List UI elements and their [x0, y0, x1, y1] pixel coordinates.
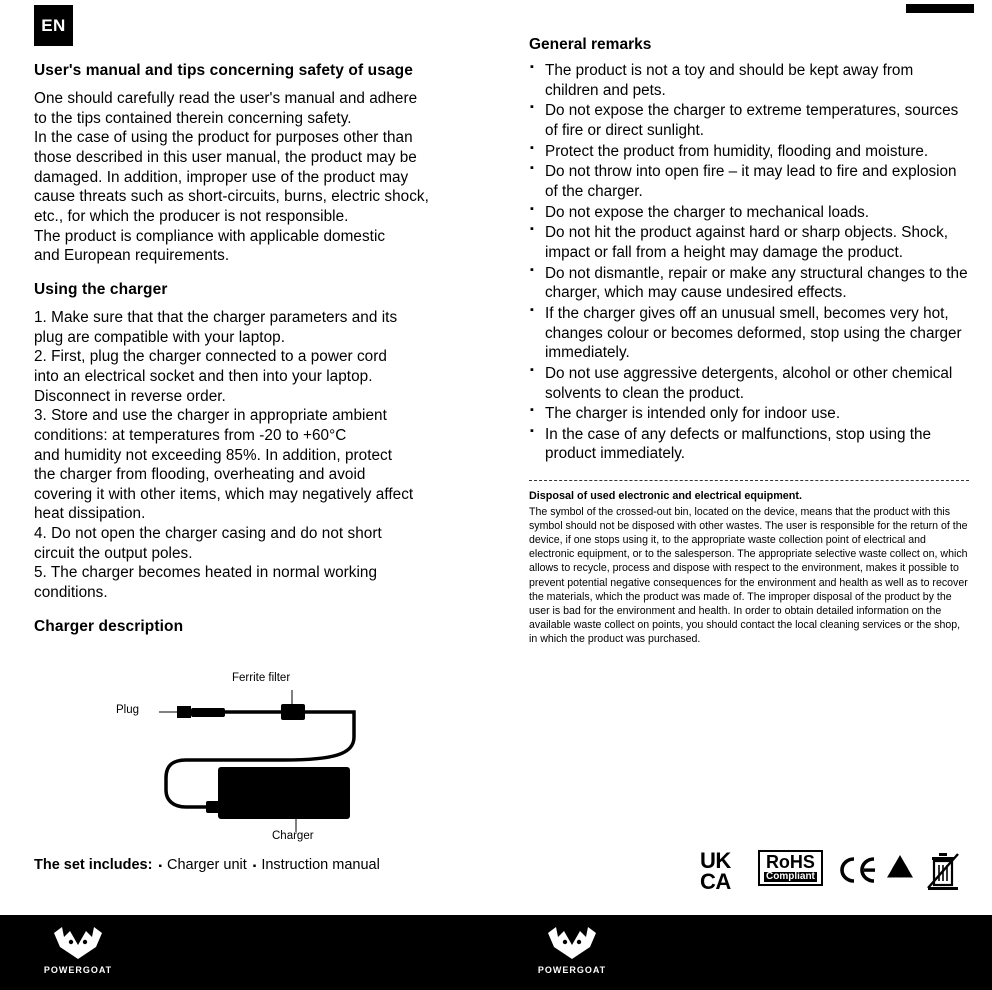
manual-title: User's manual and tips concerning safety of usage — [34, 62, 413, 79]
left-column — [34, 62, 484, 645]
step-line: 5. The charger becomes heated in normal working — [34, 564, 378, 582]
list-item: ▪ If the charger gives off an unusual smell, becomes very hot, changes colour or becomes deformed, stop using the charger immediately. — [529, 304, 969, 363]
manual-line: cause threats such as short-circuits, burns, electric shock, — [34, 188, 429, 206]
language-badge: EN — [34, 5, 73, 46]
list-item: ▪ The charger is intended only for indoor use. — [529, 404, 969, 424]
set-item-bullet — [247, 857, 262, 873]
brand-logo-left — [18, 925, 138, 981]
rohs-line2: Compliant — [766, 871, 815, 882]
section-divider — [529, 480, 969, 481]
manual-line: damaged. In addition, improper use of the product may — [34, 168, 409, 186]
step-line: and humidity not exceeding 85%. In addition, protect — [34, 446, 393, 464]
manual-line: those described in this user manual, the product may be — [34, 148, 417, 166]
step-line: the charger from flooding, overheating and avoid — [34, 466, 366, 484]
set-item-bullet — [152, 857, 167, 873]
using-charger-steps — [34, 308, 484, 603]
ce-mark-icon — [838, 855, 878, 890]
list-item: ▪ In the case of any defects or malfunctions, stop using the product immediately. — [529, 425, 969, 464]
general-remarks-title: General remarks — [529, 36, 652, 53]
charger-label: Charger — [272, 830, 314, 842]
step-line: Disconnect in reverse order. — [34, 387, 226, 405]
step-line: 3. Store and use the charger in appropriate ambient — [34, 407, 387, 425]
step-line: circuit the output poles. — [34, 544, 193, 562]
list-item: ▪ The product is not a toy and should be kept away from children and pets. — [529, 61, 969, 100]
manual-paragraph-block — [34, 89, 484, 266]
step-line: 4. Do not open the charger casing and do not short — [34, 525, 382, 543]
set-includes — [34, 857, 380, 873]
charger-diagram-svg — [34, 662, 484, 842]
charger-diagram — [34, 662, 484, 842]
certification-marks — [700, 847, 965, 899]
manual-line: One should carefully read the user's manual and adhere — [34, 90, 418, 107]
general-remarks-list — [529, 61, 969, 464]
disposal-title: Disposal of used electronic and electrical equipment. — [529, 490, 802, 503]
step-line: conditions. — [34, 584, 108, 602]
ukca-line1: UK — [700, 848, 731, 873]
set-item: Instruction manual — [261, 857, 380, 873]
step-line: 2. First, plug the charger connected to a power cord — [34, 348, 387, 366]
top-right-black-bar — [906, 4, 974, 13]
brand-name: POWERGOAT — [537, 965, 607, 975]
using-charger-title: Using the charger — [34, 280, 168, 298]
list-item: ▪ Do not expose the charger to extreme temperatures, sources of fire or direct sunlight. — [529, 101, 969, 140]
rohs-line1: RoHS — [765, 852, 815, 872]
set-includes-label: The set includes: — [34, 857, 153, 873]
charger-description-title: Charger description — [34, 617, 184, 635]
weee-bin-icon — [926, 851, 960, 896]
step-line: conditions: at temperatures from -20 to +60°C — [34, 426, 347, 444]
ferrite-filter-label: Ferrite filter — [232, 672, 291, 684]
list-item: ▪ Do not dismantle, repair or make any structural changes to the charger, which may cause undesired effects. — [529, 264, 969, 303]
right-column — [529, 36, 969, 646]
rohs-mark — [758, 850, 823, 886]
manual-line: etc., for which the producer is not responsible. — [34, 207, 349, 225]
plug-label: Plug — [116, 704, 140, 716]
set-item: Charger unit — [167, 857, 247, 873]
step-line: covering it with other items, which may negatively affect — [34, 485, 414, 503]
step-line: plug are compatible with your laptop. — [34, 328, 285, 346]
recycle-icon — [882, 853, 918, 892]
manual-line: The product is compliance with applicable domestic — [34, 227, 386, 245]
list-item: ▪ Protect the product from humidity, flooding and moisture. — [529, 142, 969, 162]
list-item: ▪ Do not expose the charger to mechanical loads. — [529, 203, 969, 223]
list-item: ▪ Do not use aggressive detergents, alcohol or other chemical solvents to clean the product. — [529, 364, 969, 403]
list-item: ▪ Do not throw into open fire – it may lead to fire and explosion of the charger. — [529, 162, 969, 201]
brand-name: POWERGOAT — [43, 965, 113, 975]
footer-band — [0, 915, 992, 990]
list-item: ▪ Do not hit the product against hard or sharp objects. Shock, impact or fall from a height may damage the product. — [529, 223, 969, 262]
ukca-mark — [700, 848, 731, 894]
step-line: into an electrical socket and then into your laptop. — [34, 367, 373, 385]
brand-logo-center — [512, 925, 632, 981]
step-line: heat dissipation. — [34, 505, 146, 523]
step-line: 1. Make sure that that the charger parameters and its — [34, 308, 398, 326]
disposal-text: The symbol of the crossed-out bin, located on the device, means that the product with this symbol should not be disposed with other wastes. The user is responsible for the return of the device, if one stops using it, to the appropriate waste collection point of electrical and electronic equipment, or to the salesperson. The appropriate selective waste collect on, which allows to recycle, process and dispose with respect to the environment, makes it possible to prevent potential negative consequences for the environment and health as well as to recover the materials, which the product was made of. The improper disposal of the product by the user is bad for the environment and health. In order to obtain detailed information on the available waste collect on points, you should contact the local cleaning services or the shop, in which the product was purchased. — [529, 506, 968, 645]
manual-line: and European requirements. — [34, 247, 230, 265]
manual-line: to the tips contained therein concerning safety. — [34, 109, 352, 127]
manual-line: In the case of using the product for purposes other than — [34, 129, 413, 147]
ukca-line2: CA — [700, 868, 731, 894]
